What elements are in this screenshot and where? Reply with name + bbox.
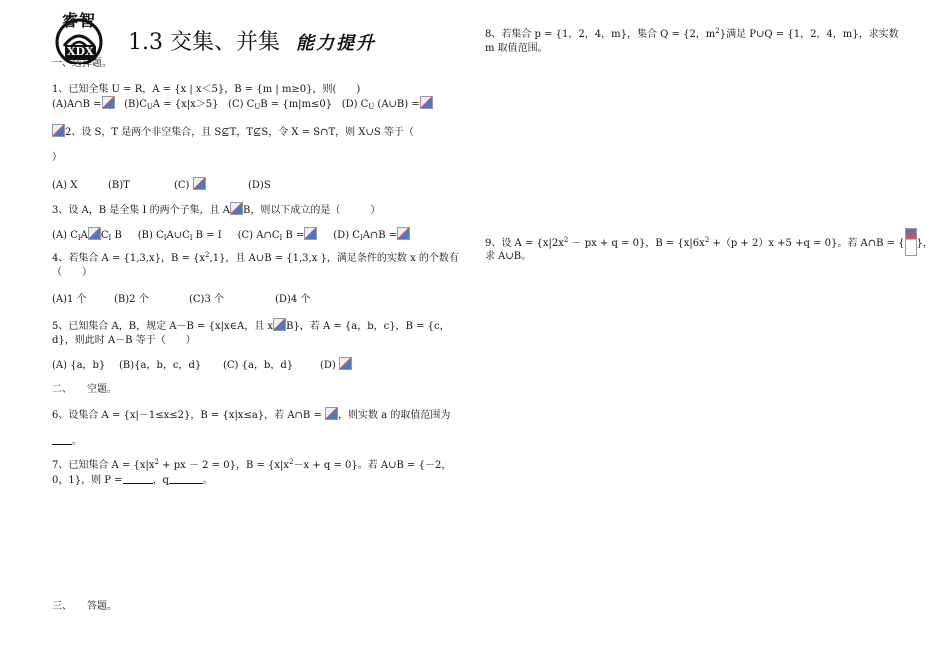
q4-option-b: (B)2 个	[114, 294, 149, 305]
question-9-line-2: 求 A∪B。	[485, 251, 532, 262]
q3-option-b: (B) $C_IA\cup C_I$ B = I	[137, 230, 222, 242]
question-9-stem: 9、设 $A = \{x|2x^2$ － px + q = 0}，$B = \{x|6x^2 +(p + 2)x +5 +q = 0\}$。若 A∩B = { }，	[485, 228, 933, 256]
page-subtitle: 能力提升	[296, 33, 376, 54]
question-1-stem: 1、已知全集 U = R，A = {x | x＜5}，B = {m | m≥0}，则( )	[52, 84, 361, 95]
q1-option-c: (C) $C_UB = \{m|m\le 0\}$	[228, 99, 333, 111]
q3-option-c: (C) $A\cap C_I$ B =	[238, 230, 318, 241]
q4-option-c: (C)3 个	[189, 294, 224, 305]
question-5-stem: 5、已知集合 A，B，规定 A－B = {x|x∈A，且 x B}，若 A = {a，b，c}，B = {c，d}，则此时 A－B 等于（ ）	[52, 318, 466, 347]
subset-image-icon	[88, 227, 101, 240]
q2-option-a: (A) X	[52, 180, 78, 191]
question-8-stem: 8、若集合 p = {1，2，4，m}，集合 Q = {2，$m^2$}满足 P∪Q = {1，2，4，m}，求实数 m 取值范围。	[485, 27, 899, 54]
fraction-image-icon	[905, 228, 917, 256]
q7-q-blank[interactable]	[169, 473, 203, 484]
q6-answer-blank[interactable]	[52, 434, 72, 445]
empty-set-image-icon	[420, 96, 433, 109]
question-2-stem-end: ）	[52, 152, 62, 163]
q5-option-c: (C) {a，b，d}	[223, 360, 294, 371]
broken-image-icon	[52, 124, 65, 137]
not-element-image-icon	[273, 318, 286, 331]
q1-option-a: (A)A∩B =	[52, 99, 115, 110]
question-2-stem: 2、设 S，T 是两个非空集合，且 S⊈T，T⊈S，令 X = S∩T，则 X∪S 等于（	[52, 124, 414, 140]
q3-option-d: (D) $C_IA\cap B$ =	[333, 230, 410, 241]
question-6-answer-line: 。	[52, 434, 82, 449]
logo-text-bottom: XDX	[67, 45, 94, 58]
section-choice-heading: 一、选择题。	[52, 58, 112, 69]
question-7-stem: 7、已知集合 $A = \{x|x^2$ + px － 2 = 0}，$B = \{x|x^2-x + q = 0\}$。若 A∪B = {－2，0，1}，则 P = ，q 。	[52, 458, 452, 486]
question-2-options	[52, 177, 271, 193]
q2-option-d: (D)S	[248, 180, 271, 191]
question-6-stem: 6、设集合 A = {x|－1≤x≤2}，B = {x|x≤a}，若 A∩B = ，则实数 a 的取值范围为	[52, 407, 450, 423]
question-5-options	[52, 357, 352, 373]
empty-set-image-icon	[339, 357, 352, 370]
question-3-options	[52, 227, 410, 243]
empty-set-image-icon	[193, 177, 206, 190]
empty-set-image-icon	[304, 227, 317, 240]
q7-p-blank[interactable]	[123, 473, 153, 484]
section-answer-heading: 三、 答题。	[52, 601, 117, 612]
question-4-stem: 4、若集合 A = {1,3,x}，$B = \{x^2,1\}$，且 A∪B = {1,3,x }，满足条件的实数 x 的个数有（ ）	[52, 251, 459, 278]
question-3-stem: 3、设 A，B 是全集 I 的两个子集，且 A B，则以下成立的是（ ）	[52, 202, 380, 218]
question-4-options	[52, 293, 310, 307]
q5-option-a: (A) {a，b}	[52, 360, 106, 371]
page-title: 1.3 交集、并集	[128, 30, 280, 55]
q4-option-d: (D)4 个	[275, 294, 311, 305]
q2-option-c: (C)	[174, 177, 248, 193]
logo-text-top: 睿智	[62, 11, 97, 30]
q5-option-d: (D)	[320, 357, 352, 373]
q2-option-b: (B)T	[108, 180, 130, 191]
section-fill-heading: 二、 空题。	[52, 384, 117, 395]
q4-option-a: (A)1 个	[52, 294, 87, 305]
empty-set-image-icon	[325, 407, 338, 420]
q1-option-b: $(B)C_UA = \{x|x>5\}$	[124, 99, 219, 111]
question-1-options	[52, 96, 433, 112]
q3-option-a: (A) $C_IA$ $C_I$ B	[52, 230, 122, 241]
q1-option-d: (D) $C_U$ (A∪B) =	[342, 99, 433, 110]
empty-set-image-icon	[102, 96, 115, 109]
empty-set-image-icon	[397, 227, 410, 240]
subset-image-icon	[230, 202, 243, 215]
q5-option-b: (B){a，b，c，d}	[119, 360, 202, 371]
